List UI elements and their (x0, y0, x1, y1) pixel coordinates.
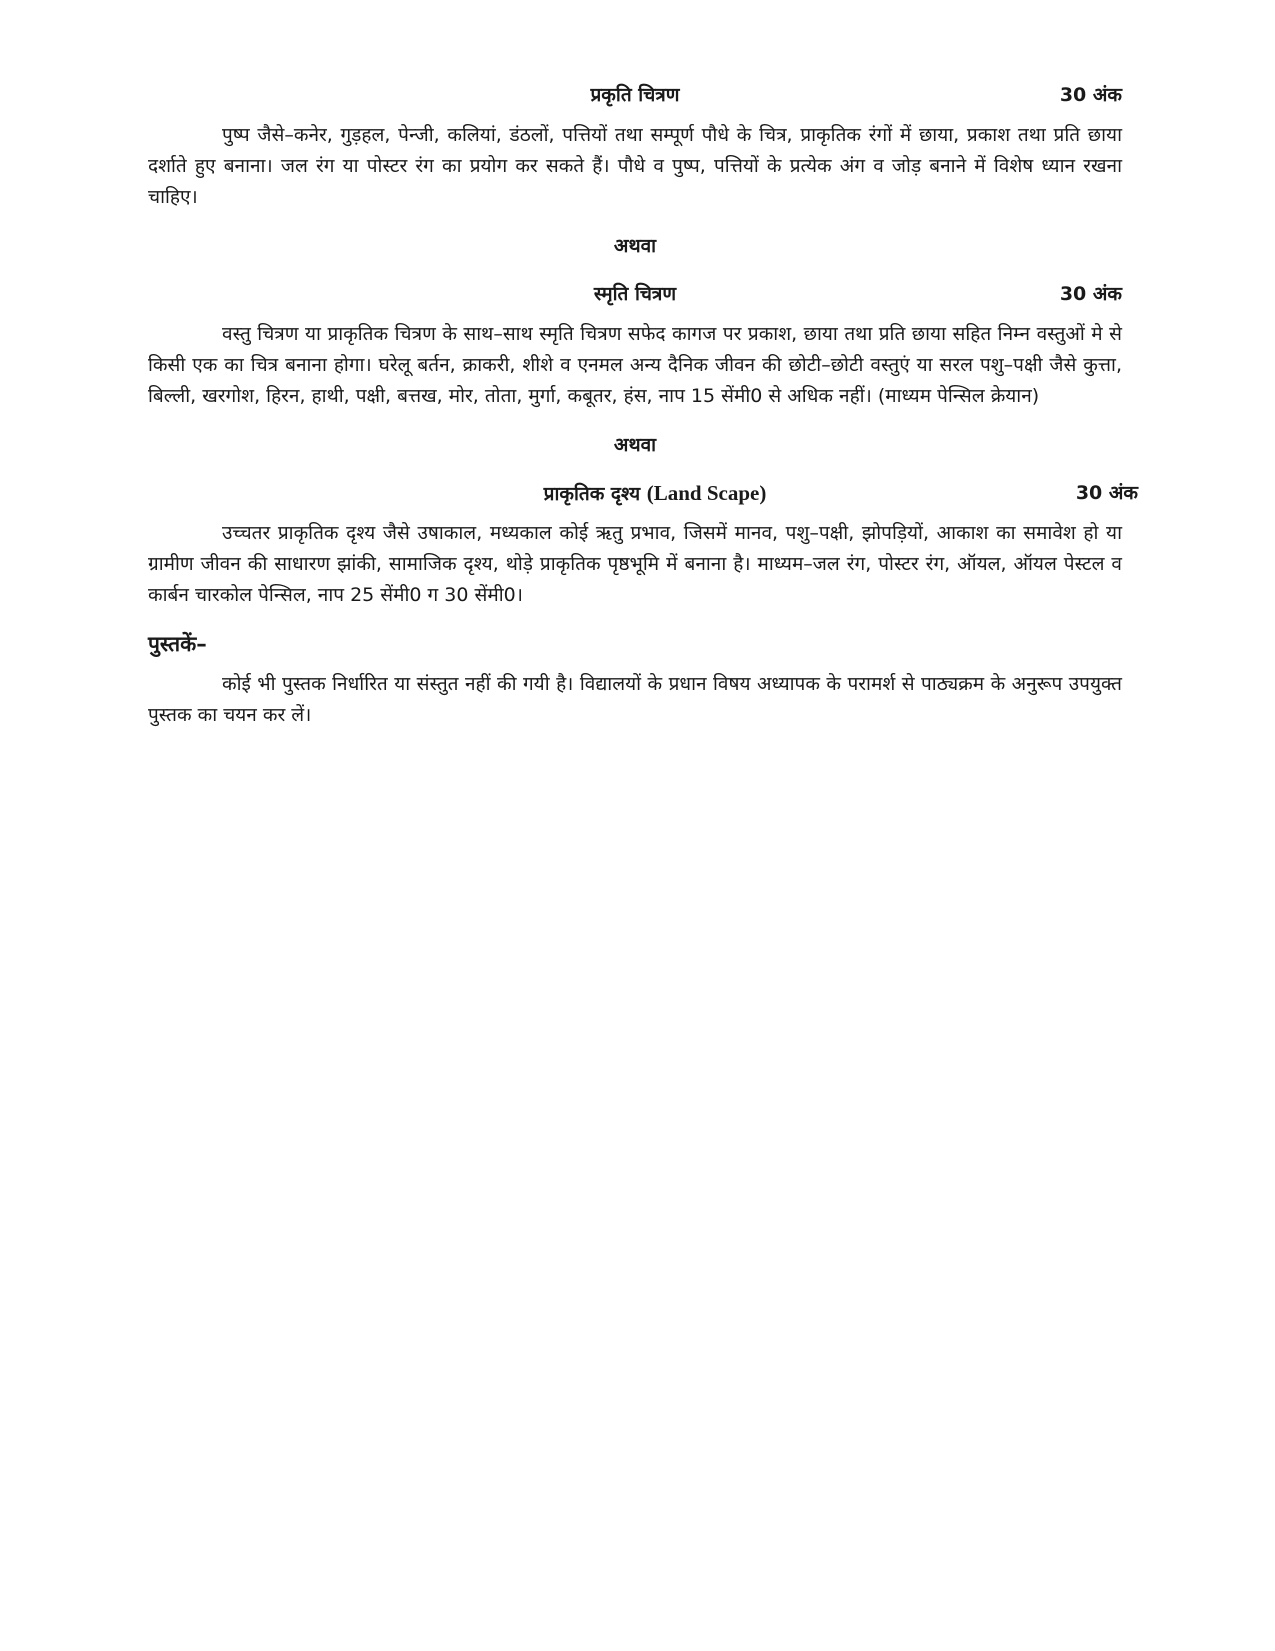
section-marks: 30 अंक (1075, 482, 1138, 504)
books-heading: पुस्तकें– (148, 632, 207, 656)
section-body: वस्तु चित्रण या प्राकृतिक चित्रण के साथ–साथ स्मृति चित्रण सफेद कागज पर प्रकाश, छाया तथा प्रति छाया सहित निम्न वस्तुओं मे से किसी एक का चित्र बनाना होगा। घरेलू बर्तन, क्राकरी, शीशे व एनमल अन्य दैनिक जीवन की छोटी–छोटी वस्तुएं या सरल पशु–पक्षी जैसे कुत्ता, बिल्ली, खरगोश, हिरन, हाथी, पक्षी, बत्तख, मोर, तोता, मुर्गा, कबूतर, हंस, नाप 15 सेंमी0 से अधिक नहीं। (माध्यम पेन्सिल क्रेयान) (148, 323, 1122, 407)
or-divider: अथवा (613, 235, 657, 257)
section-title: प्रकृति चित्रण (590, 84, 680, 106)
section-heading-nature-drawing (148, 78, 1122, 112)
section-marks: 30 अंक (1059, 283, 1122, 305)
section-title (188, 476, 1122, 511)
section-title: स्मृति चित्रण (593, 283, 677, 305)
or-divider: अथवा (613, 434, 657, 456)
section-marks: 30 अंक (1059, 84, 1122, 106)
section-body: पुष्प जैसे–कनेर, गुड़हल, पेन्जी, कलियां, डंठलों, पत्तियों तथा सम्पूर्ण पौधे के चित्र, प्राकृतिक रंगों में छाया, प्रकाश तथा प्रति छाया दर्शाते हुए बनाना। जल रंग या पोस्टर रंग का प्रयोग कर सकते हैं। पौधे व पुष्प, पत्तियों के प्रत्येक अंग व जोड़ बनाने में विशेष ध्यान रखना चाहिए। (148, 124, 1122, 208)
section-title-hindi: प्राकृतिक दृश्य (543, 483, 641, 505)
section-heading-memory-drawing (148, 277, 1122, 311)
books-body: कोई भी पुस्तक निर्धारित या संस्तुत नहीं की गयी है। विद्यालयों के प्रधान विषय अध्यापक के परामर्श से पाठ्यक्रम के अनुरूप उपयुक्त पुस्तक का चयन कर लें। (148, 673, 1122, 726)
section-heading-landscape (148, 476, 1138, 510)
section-body: उच्चतर प्राकृतिक दृश्य जैसे उषाकाल, मध्यकाल कोई ऋतु प्रभाव, जिसमें मानव, पशु–पक्षी, झोपड़ियों, आकाश का समावेश हो या ग्रामीण जीवन की साधारण झांकी, सामाजिक दृश्य, थोड़े प्राकृतिक पृष्ठभूमि में बनाना है। माध्यम–जल रंग, पोस्टर रंग, ऑयल, ऑयल पेस्टल व कार्बन चारकोल पेन्सिल, नाप 25 सेंमी0 ग 30 सेंमी0। (148, 522, 1122, 606)
document-page (148, 78, 1138, 731)
section-title-latin: (Land Scape) (646, 481, 767, 505)
